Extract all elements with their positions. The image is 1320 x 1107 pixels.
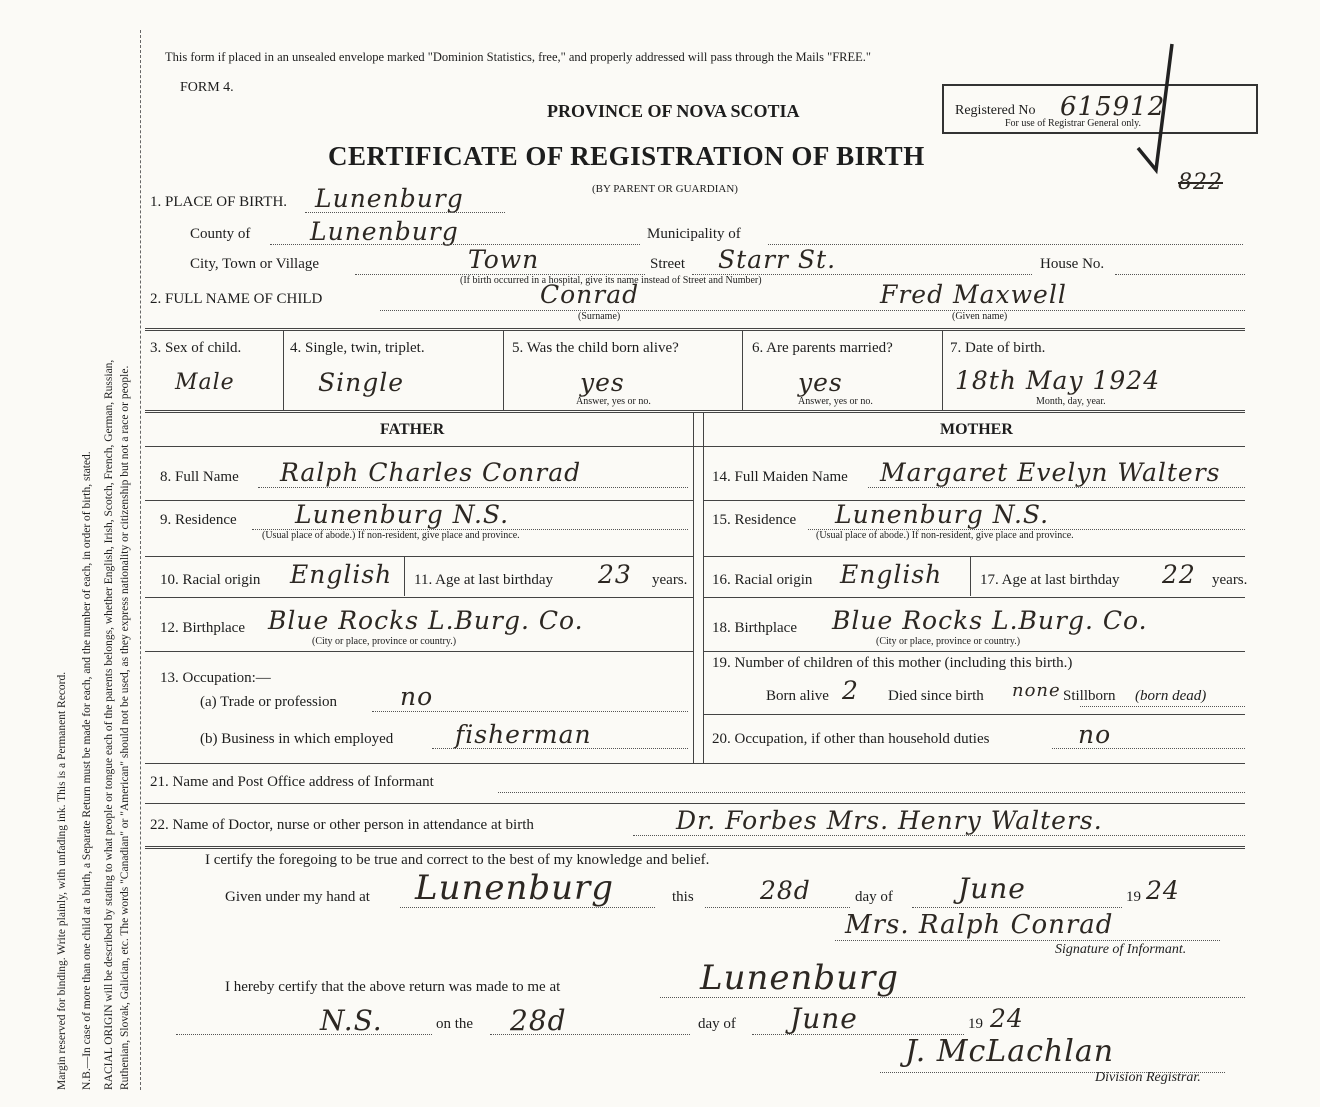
- municipality-label: Municipality of: [647, 226, 741, 242]
- margin-mark: 822: [1178, 170, 1223, 195]
- check-mark-icon: [1120, 38, 1180, 178]
- stillborn-caption: (born dead): [1135, 688, 1207, 704]
- informant-signature-caption: Signature of Informant.: [1055, 942, 1187, 957]
- given-name-caption: (Given name): [952, 311, 1008, 322]
- county-label: County of: [190, 226, 251, 242]
- registrar-note: For use of Registrar General only.: [1005, 118, 1141, 129]
- street-label: Street: [650, 256, 685, 272]
- given-under-label: Given under my hand at: [225, 889, 370, 905]
- parents-married-value: yes: [798, 368, 843, 397]
- city-label: City, Town or Village: [190, 256, 320, 272]
- date-of-birth-label: 7. Date of birth.: [950, 340, 1046, 356]
- stillborn-label: Stillborn: [1063, 688, 1116, 704]
- margin-note-racial-origin-2: Ruthenian, Slovak, Galician, etc. The words "Canadian" or "American" should not be used, as they express nationality or citizenship but not a race or people.: [119, 365, 131, 1090]
- registrar-day-of-label: day of: [698, 1016, 736, 1032]
- mother-residence-label: 15. Residence: [712, 512, 797, 528]
- province-heading: PROVINCE OF NOVA SCOTIA: [547, 101, 800, 121]
- registrar-year-printed: 19: [968, 1016, 983, 1032]
- certificate-title: CERTIFICATE OF REGISTRATION OF BIRTH: [328, 141, 925, 171]
- certification-month-value: June: [958, 872, 1026, 905]
- city-value: Town: [468, 245, 540, 274]
- father-trade-value: no: [400, 682, 434, 711]
- born-alive-caption: Answer, yes or no.: [576, 396, 651, 407]
- margin-note-racial-origin: RACIAL ORIGIN will be described by stating to what people or tongue each of the parents belongs, whether English, Irish, Scotch, French, German, Russian,: [103, 359, 115, 1090]
- mother-birthplace-label: 18. Birthplace: [712, 620, 797, 636]
- registrar-statement: I hereby certify that the above return was made to me at: [225, 979, 561, 995]
- house-number-label: House No.: [1040, 256, 1105, 272]
- sex-value: Male: [175, 370, 235, 395]
- registrar-province-value: N.S.: [320, 1004, 383, 1037]
- county-value: Lunenburg: [310, 217, 459, 246]
- mother-racial-value: English: [840, 560, 943, 589]
- registrar-on-the-label: on the: [436, 1016, 474, 1032]
- doctor-value: Dr. Forbes Mrs. Henry Walters.: [676, 806, 1103, 835]
- born-alive-value: yes: [580, 368, 625, 397]
- certify-statement: I certify the foregoing to be true and correct to the best of my knowledge and belief.: [205, 852, 710, 868]
- certificate-subtitle: (BY PARENT OR GUARDIAN): [592, 183, 738, 195]
- father-racial-value: English: [290, 560, 393, 589]
- father-residence-label: 9. Residence: [160, 512, 237, 528]
- this-label: this: [672, 889, 694, 905]
- plurality-label: 4. Single, twin, triplet.: [290, 340, 425, 356]
- born-alive-count-label: Born alive: [766, 688, 829, 704]
- mother-name-label: 14. Full Maiden Name: [712, 469, 848, 485]
- certification-year-value: 24: [1146, 876, 1180, 905]
- registered-label: Registered No: [955, 103, 1036, 118]
- registered-number: 615912: [1060, 92, 1166, 122]
- child-surname: Conrad: [540, 280, 640, 309]
- born-alive-count-value: 2: [842, 676, 859, 705]
- born-alive-label: 5. Was the child born alive?: [512, 340, 679, 356]
- mother-name-value: Margaret Evelyn Walters: [880, 458, 1221, 487]
- sex-label: 3. Sex of child.: [150, 340, 242, 356]
- place-of-birth-value: Lunenburg: [315, 184, 464, 213]
- registrar-signature: J. McLachlan: [905, 1034, 1115, 1069]
- postal-note: This form if placed in an unsealed envelope marked "Dominion Statistics, free," and properly addressed will pass through the Mails "FREE.": [165, 50, 872, 64]
- father-age-years: years.: [652, 572, 688, 588]
- father-name-label: 8. Full Name: [160, 469, 239, 485]
- division-registrar-caption: Division Registrar.: [1095, 1070, 1201, 1085]
- child-name-label: 2. FULL NAME OF CHILD: [150, 291, 323, 307]
- father-business-value: fisherman: [455, 720, 592, 749]
- father-heading: FATHER: [380, 421, 445, 438]
- mother-heading: MOTHER: [940, 421, 1013, 438]
- informant-signature: Mrs. Ralph Conrad: [845, 910, 1114, 940]
- father-occupation-label: 13. Occupation:—: [160, 670, 271, 686]
- mother-residence-caption: (Usual place of abode.) If non-resident, give place and province.: [816, 530, 1074, 541]
- certification-day-of-label: day of: [855, 889, 893, 905]
- given-place-value: Lunenburg: [415, 868, 615, 908]
- father-racial-label: 10. Racial origin: [160, 572, 261, 588]
- mother-occupation-label: 20. Occupation, if other than household duties: [712, 731, 990, 747]
- father-age-value: 23: [598, 560, 632, 589]
- certification-day-value: 28d: [760, 876, 811, 905]
- father-trade-label: (a) Trade or profession: [200, 694, 338, 710]
- registrar-year-value: 24: [990, 1004, 1024, 1033]
- mother-age-years: years.: [1212, 572, 1248, 588]
- mother-children-label: 19. Number of children of this mother (including this birth.): [712, 655, 1073, 671]
- father-birthplace-label: 12. Birthplace: [160, 620, 245, 636]
- father-birthplace-value: Blue Rocks L.Burg. Co.: [268, 606, 584, 635]
- doctor-label: 22. Name of Doctor, nurse or other person in attendance at birth: [150, 817, 534, 833]
- certification-year-printed: 19: [1126, 889, 1141, 905]
- died-since-birth-label: Died since birth: [888, 688, 984, 704]
- row-divider-top: [145, 328, 1245, 331]
- form-number: FORM 4.: [180, 80, 234, 95]
- registrar-month-value: June: [790, 1002, 858, 1035]
- surname-caption: (Surname): [578, 311, 621, 322]
- date-of-birth-value: 18th May 1924: [955, 366, 1161, 395]
- mother-occupation-value: no: [1078, 720, 1112, 749]
- margin-divider: [140, 30, 141, 1090]
- mother-age-label: 17. Age at last birthday: [980, 572, 1120, 588]
- street-value: Starr St.: [718, 245, 837, 274]
- mother-birthplace-caption: (City or place, province or country.): [876, 636, 1021, 647]
- place-of-birth-label: 1. PLACE OF BIRTH.: [150, 194, 288, 210]
- mother-residence-value: Lunenburg N.S.: [835, 500, 1050, 529]
- hospital-note: (If birth occurred in a hospital, give its name instead of Street and Number): [460, 275, 762, 286]
- date-of-birth-caption: Month, day, year.: [1036, 396, 1106, 407]
- registrar-day-value: 28d: [510, 1004, 567, 1037]
- mother-birthplace-value: Blue Rocks L.Burg. Co.: [832, 606, 1148, 635]
- parents-married-caption: Answer, yes or no.: [798, 396, 873, 407]
- father-residence-caption: (Usual place of abode.) If non-resident, give place and province.: [262, 530, 520, 541]
- mother-age-value: 22: [1162, 560, 1196, 589]
- father-age-label: 11. Age at last birthday: [414, 572, 553, 588]
- margin-note-binding: Margin reserved for binding. Write plainly, with unfading ink. This is a Permanent Record.: [56, 671, 68, 1090]
- registrar-place-value: Lunenburg: [700, 958, 900, 998]
- plurality-value: Single: [318, 368, 405, 397]
- parents-married-label: 6. Are parents married?: [752, 340, 893, 356]
- father-birthplace-caption: (City or place, province or country.): [312, 636, 457, 647]
- informant-label: 21. Name and Post Office address of Informant: [150, 774, 434, 790]
- father-residence-value: Lunenburg N.S.: [295, 500, 510, 529]
- child-given-name: Fred Maxwell: [880, 280, 1067, 309]
- died-since-birth-value: none: [1012, 680, 1061, 701]
- father-name-value: Ralph Charles Conrad: [280, 458, 582, 487]
- margin-note-multiple-births: N.B.—In case of more than one child at a birth, a Separate Return must be made for each, and the number of each, in order of birth, stated.: [81, 451, 93, 1090]
- mother-racial-label: 16. Racial origin: [712, 572, 813, 588]
- father-business-label: (b) Business in which employed: [200, 731, 394, 747]
